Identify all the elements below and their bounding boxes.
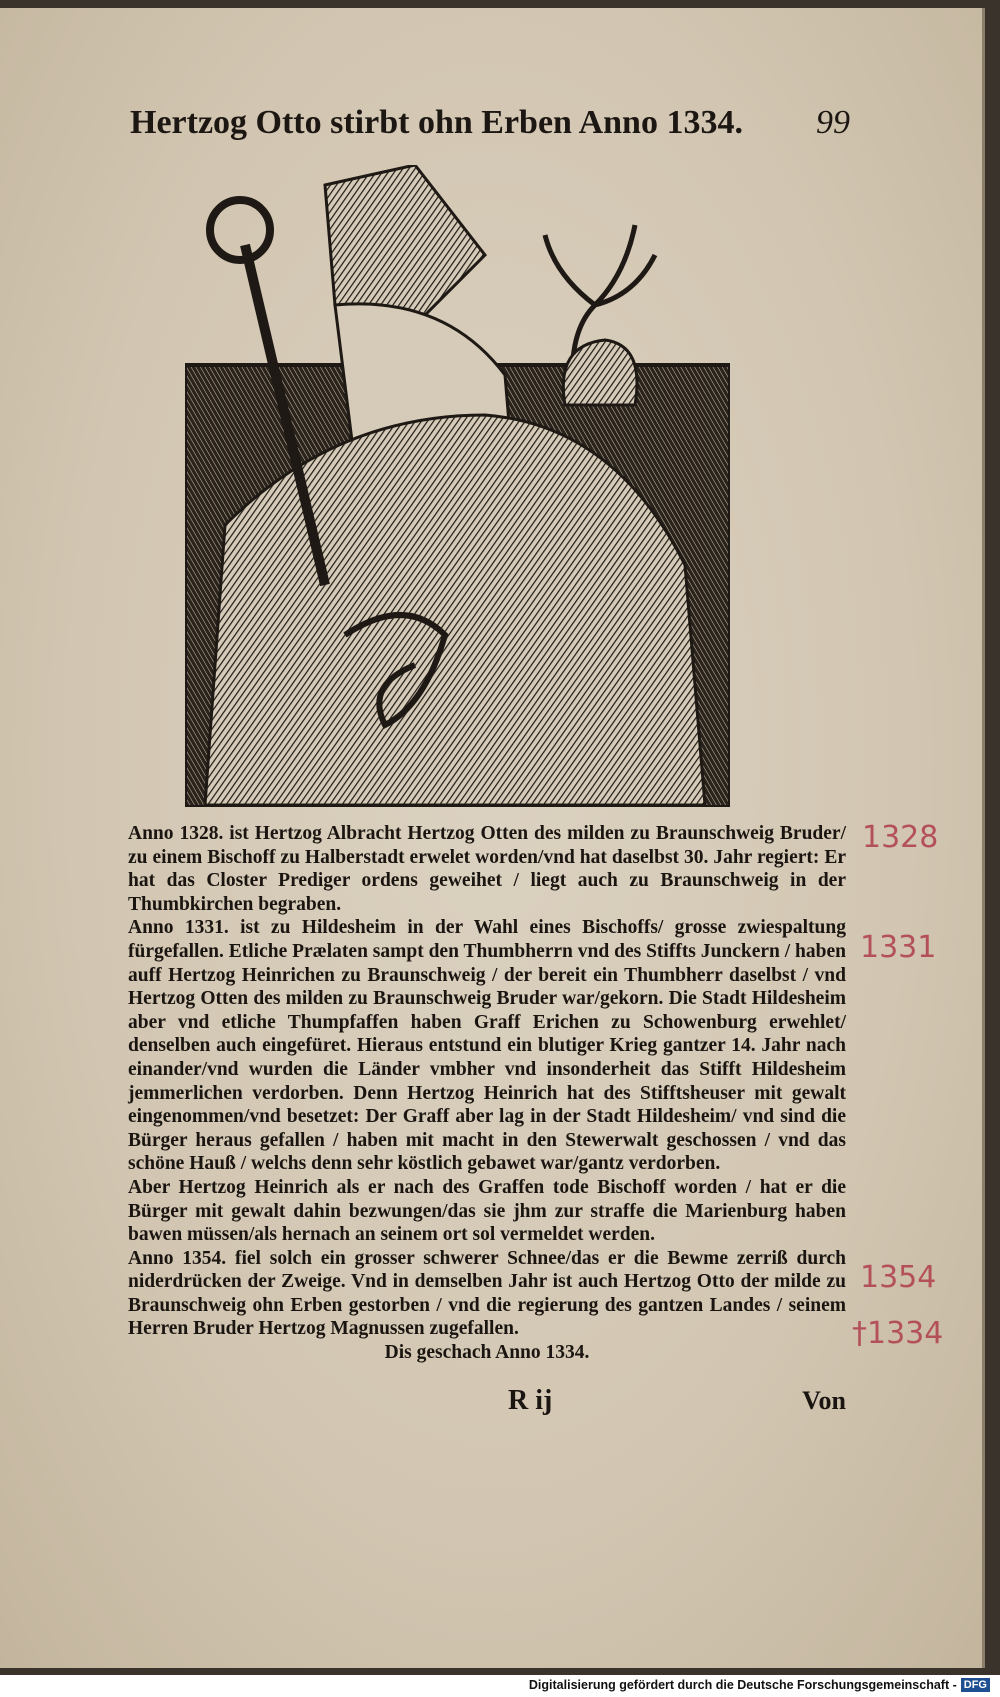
closing-line: Dis geschach Anno 1334. <box>384 1342 590 1364</box>
running-head-row <box>130 104 850 142</box>
running-head: Hertzog Otto stirbt ohn Erben Anno 1334. <box>130 104 743 141</box>
margin-note-1331: 1331 <box>860 930 937 965</box>
paragraph-1328: Anno 1328. ist Hertzog Albracht Hertzog Otten des milden zu Braunschweig Bruder/ zu einem Bischoff zu Halberstadt erwelet worden/vnd hat daselbst 30. Jahr regiert: Er hat das Closter Prediger ordens geweihet / liegt auch zu Braunschweig in der Thumbkirchen begraben. <box>128 823 846 915</box>
page-number: 99 <box>816 104 850 141</box>
paragraph-1354: Anno 1354. fiel solch ein grosser schwerer Schnee/das er die Bewme zerriß durch niderdrücken der Zweige. Vnd in demselben Jahr ist auch Hertzog Otto der milde zu Braunschweig ohn Erben gestorben / vnd die regierung des gantzen Landes / seinem Herren Bruder Hertzog Magnussen zugefallen. <box>128 1247 846 1340</box>
margin-note-1334: †1334 <box>852 1316 944 1351</box>
catch-row <box>128 1384 846 1423</box>
dfg-logo: DFG <box>961 1678 990 1692</box>
paragraph-1331: Anno 1331. ist zu Hildesheim in der Wahl eines Bischoffs/ grosse zwiespaltung fürgefallen. Etliche Prælaten sampt den Thumbherrn vnd des Stiffts Junckern / haben auff Hertzog Heinrichen zu Braunschweig / der bereit ein Thumbherr daselbst / vnd Hertzog Otten des milden zu Braunschweig Bruder war/gekorn. Die Stadt Hildesheim aber vnd etliche Thumpfaffen haben Graff Erichen zu Schowenburg erwehlet/ denselben auch eingefüret. Hieraus entstund ein blutiger Krieg gantzer 14. Jahr nach einander/vnd wurden die Länder vmbher vnd insonderheit das Stifft Hildesheim jemmerlichen verdorben. Denn Hertzog Heinrich hat des Stifftsheuser mit gewalt eingenommen/vnd besetzet: Der Graff aber lag in der Stadt Hildesheim/ vnd sind die Bürger heraus gefallen / haben mit macht in den Stewerwalt geschossen / vnd das schöne Hauß / welchs denn sehr köstlich gebawet war/gantz verdorben. <box>128 917 846 1175</box>
margin-note-1328: 1328 <box>862 820 939 855</box>
body-text <box>128 822 846 1423</box>
woodcut-bishop-illustration <box>185 165 730 807</box>
signature-mark: R ij <box>508 1384 553 1416</box>
mitre <box>325 165 485 315</box>
paragraph-marienburg: Aber Hertzog Heinrich als er nach des Graffen tode Bischoff worden / hat er die Bürger mit gewalt dahin bezwungen/das sie jhm zur straffe die Marienburg haben bawen müssen/als hernach an seinem ort sol vermeldet werden. <box>128 1176 846 1246</box>
margin-note-1354: 1354 <box>860 1260 937 1295</box>
footer-text: Digitalisierung gefördert durch die Deutsche Forschungsgemeinschaft - <box>528 1678 957 1692</box>
catchword: Von <box>802 1385 846 1415</box>
footer-credit <box>529 1678 990 1692</box>
crozier-head <box>210 200 270 260</box>
